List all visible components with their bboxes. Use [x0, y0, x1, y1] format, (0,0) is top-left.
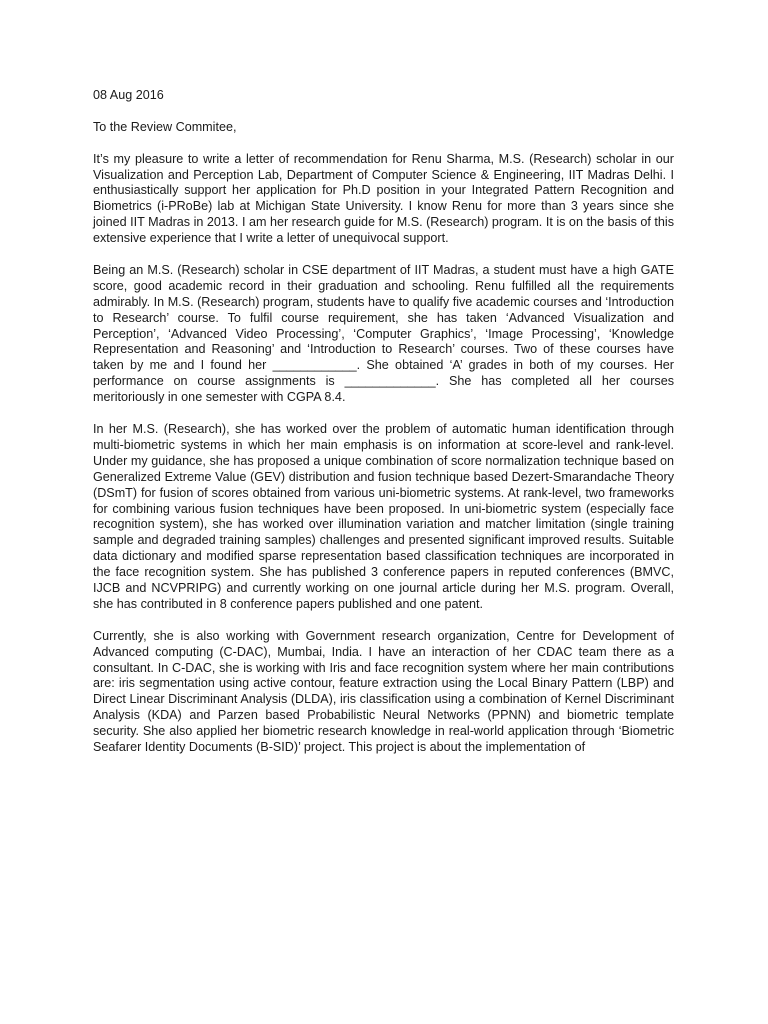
paragraph-introduction: It’s my pleasure to write a letter of recommendation for Renu Sharma, M.S. (Research) scholar in our Visualization and Perception Lab, Department of Computer Science & Engineering, IIT Madras Delhi. I enthusiastically support her application for Ph.D position in your Integrated Pattern Recognition and Biometrics (i-PRoBe) lab at Michigan State University. I know Renu for more than 3 years since she joined IIT Madras in 2013. I am her research guide for M.S. (Research) program. It is on the basis of this extensive experience that I write a letter of unequivocal support.: [93, 151, 674, 246]
letter-salutation: To the Review Commitee,: [93, 119, 237, 134]
recommendation-letter: [93, 88, 674, 772]
paragraph-academics: Being an M.S. (Research) scholar in CSE department of IIT Madras, a student must have a high GATE score, good academic record in their graduation and schooling. Renu fulfilled all the requirements admirably. In M.S. (Research) program, students have to qualify five academic courses and ‘Introduction to Research’ course. To fulfil course requirement, she has taken ‘Advanced Visualization and Perception’, ‘Advanced Video Processing’, ‘Computer Graphics’, ‘Image Processing’, ‘Knowledge Representation and Reasoning’ and ‘Introduction to Research’ courses. Two of these courses have taken by me and I found her ____________. She obtained ‘A’ grades in both of my courses. Her performance on course assignments is _____________. She has completed all her courses meritoriously in one semester with CGPA 8.4.: [93, 262, 674, 405]
letter-date: 08 Aug 2016: [93, 88, 164, 102]
paragraph-current-work: Currently, she is also working with Government research organization, Centre for Development of Advanced computing (C-DAC), Mumbai, India. I have an interaction of her CDAC team there as a consultant. In C-DAC, she is working with Iris and face recognition system where her main contributions are: iris segmentation using active contour, feature extraction using the Local Binary Pattern (LBP) and Direct Linear Discriminant Analysis (DLDA), iris classification using a combination of Kernel Discriminant Analysis (KDA) and Parzen based Probabilistic Neural Networks (PPNN) and biometric template security. She also applied her biometric research knowledge in real-world application through ‘Biometric Seafarer Identity Documents (B-SID)’ project. This project is about the implementation of: [93, 628, 674, 755]
paragraph-research: In her M.S. (Research), she has worked over the problem of automatic human identification through multi-biometric systems in which her main emphasis is on information at score-level and rank-level. Under my guidance, she has proposed a unique combination of score normalization technique based on Generalized Extreme Value (GEV) distribution and fusion technique based Dezert-Smarandache Theory (DSmT) for fusion of scores obtained from various uni-biometric systems. At rank-level, two frameworks for combining various fusion techniques have been proposed. In uni-biometric system (especially face recognition system), she has worked over illumination variation and matcher limitation (single training sample and degraded training samples) challenges and presented significant improved results. Suitable data dictionary and modified sparse representation based classification techniques are incorporated in the face recognition system. She has published 3 conference papers in reputed conferences (BMVC, IJCB and NCVPRIPG) and currently working on one journal article during her M.S. program. Overall, she has contributed in 8 conference papers published and one patent.: [93, 421, 674, 611]
